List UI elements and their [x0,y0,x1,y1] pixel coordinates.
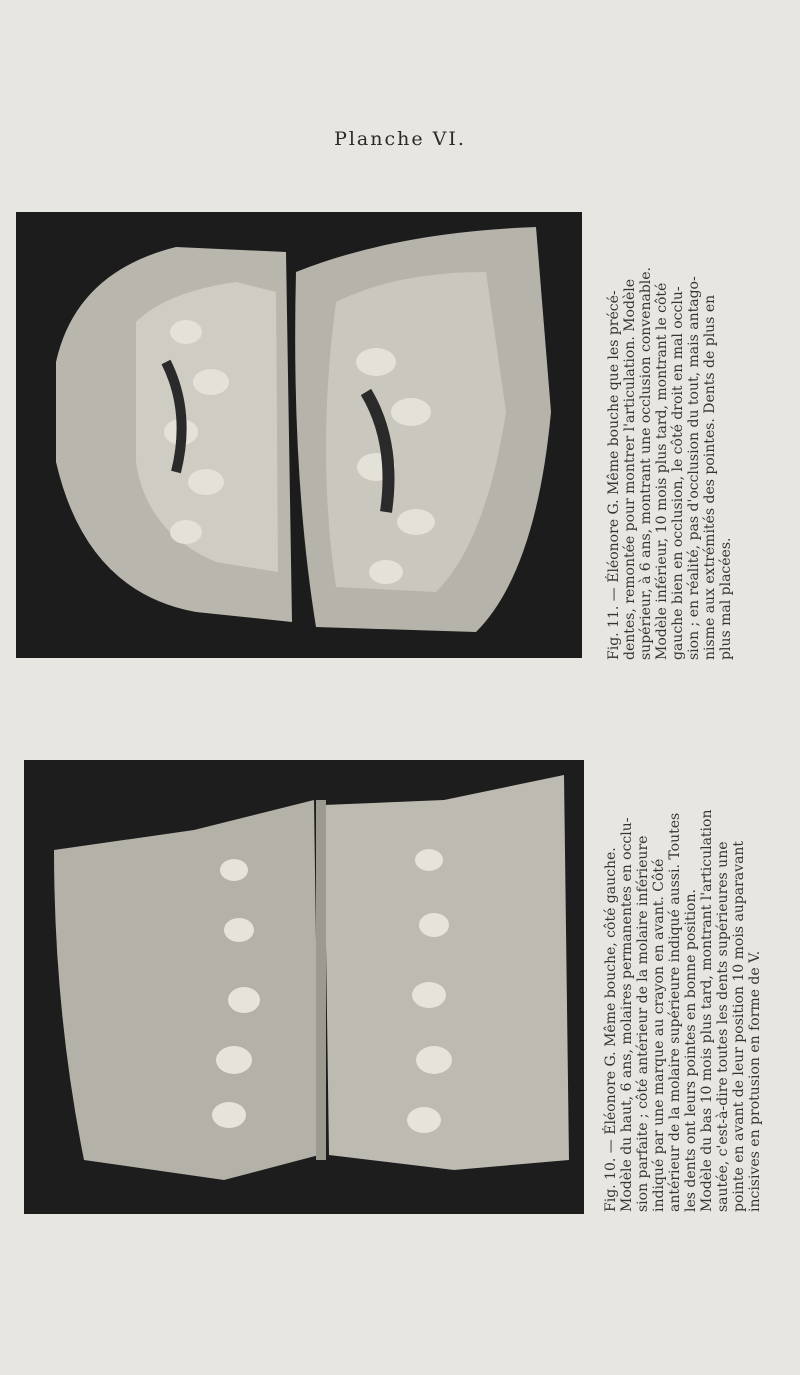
caption-line: pointe en avant de leur position 10 mois auparavant [731,840,747,1212]
caption-line: Fig. 10. — Éléonore G. Même bouche, côté gauche. [603,847,619,1212]
fig11-caption [606,200,734,660]
caption-line: Modèle du haut, 6 ans, molaires permanentes en occlu- [619,817,635,1212]
fig10-photo [24,760,584,1214]
caption-line: nisme aux extrémités des pointes. Dents de plus en [702,294,718,660]
caption-line: Modèle du bas 10 mois plus tard, montrant l'articulation [699,809,715,1212]
caption-line: sion parfaite ; côté antérieur de la molaire inférieure [635,835,651,1212]
caption-line: indiqué par une marque au crayon en avant. Côté [651,858,667,1212]
caption-line: sion ; en réalité, pas d'occlusion du tout, mais antago- [686,276,702,660]
caption-line: dentes, remontée pour montrer l'articulation. Modèle [622,279,638,660]
caption-line: sautée, c'est-à-dire toutes les dents supérieures une [715,841,731,1212]
caption-line: Modèle inférieur, 10 mois plus tard, montrant le côté [654,282,670,660]
caption-line: gauche bien en occlusion, le côté droit en mal occlu- [670,286,686,660]
caption-line: plus mal placées. [718,537,734,660]
caption-line: supérieur, à 6 ans, montrant une occlusion convenable. [638,266,654,660]
fig10-caption [603,757,763,1212]
fig11-photo [16,212,582,658]
caption-line: Fig. 11. — Éléonore G. Même bouche que les précé- [606,290,622,660]
caption-line: antérieur de la molaire supérieure indiqué aussi. Toutes [667,812,683,1212]
page-title: Planche VI. [334,128,466,150]
caption-line: les dents ont leurs pointes en bonne position. [683,889,699,1212]
caption-line: incisives en protusion en forme de V. [747,950,763,1212]
